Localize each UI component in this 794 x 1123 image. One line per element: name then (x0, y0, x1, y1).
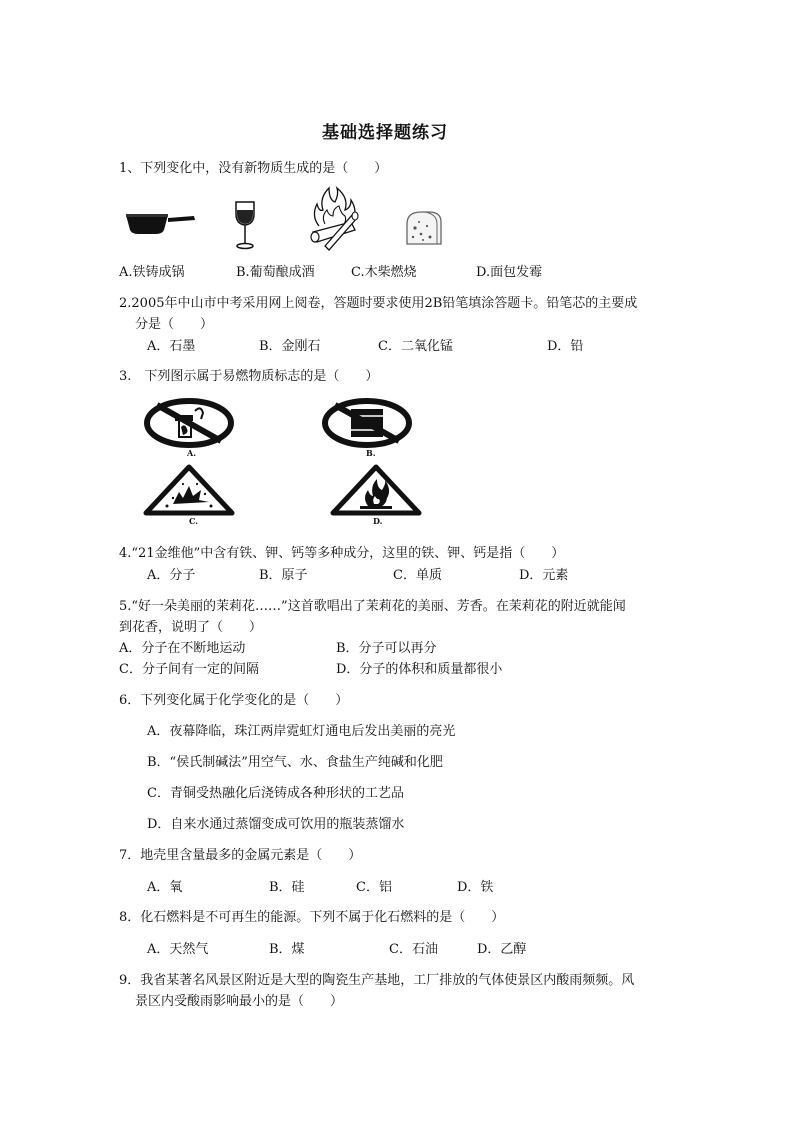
q8-option-d[interactable]: D．乙醇 (477, 942, 527, 957)
moldy-bread-icon (403, 210, 445, 248)
question-8-stem: 8．化石燃料是不可再生的能源。下列不属于化石燃料的是（ ） (119, 910, 505, 925)
q8-option-c[interactable]: C．石油 (389, 942, 438, 957)
no-fire-sign-icon (143, 397, 235, 449)
q6-option-d[interactable]: D．自来水通过蒸馏变成可饮用的瓶装蒸馏水 (147, 817, 405, 832)
q7-option-a[interactable]: A．氧 (147, 880, 183, 895)
q5-option-d[interactable]: D．分子的体积和质量都很小 (336, 662, 503, 677)
question-2-stem-cont: 分是（ ） (135, 317, 214, 332)
question-5-stem-cont: 到花香，说明了（ ） (119, 620, 263, 635)
q5-option-a[interactable]: A．分子在不断地运动 (119, 641, 246, 656)
q5-option-b[interactable]: B．分子可以再分 (336, 641, 437, 656)
q6-option-c[interactable]: C．青铜受热融化后浇铸成各种形状的工艺品 (147, 786, 404, 801)
q1-option-d[interactable]: D.面包发霉 (476, 265, 543, 280)
q2-option-a[interactable]: A．石墨 (147, 339, 196, 354)
q3-label-a[interactable]: A. (187, 448, 196, 458)
question-5-stem: 5.“好一朵美丽的茉莉花……”这首歌唱出了茉莉花的美丽、芳香。在茉莉花的附近就能闻 (119, 599, 626, 614)
q8-option-b[interactable]: B．煤 (269, 942, 305, 957)
q6-option-a[interactable]: A．夜幕降临，珠江两岸霓虹灯通电后发出美丽的亮光 (147, 724, 456, 739)
q3-label-c[interactable]: C. (189, 516, 199, 526)
q8-option-a[interactable]: A．天然气 (147, 942, 209, 957)
question-4-stem: 4.“21金维他”中含有铁、钾、钙等多种成分，这里的铁、钾、钙是指（ ） (119, 546, 565, 561)
question-7-stem: 7．地壳里含量最多的金属元素是（ ） (119, 848, 362, 863)
question-9-stem: 9．我省某著名风景区附近是大型的陶瓷生产基地，工厂排放的气体使景区内酸雨频频。风 (119, 973, 635, 988)
q7-option-d[interactable]: D．铁 (457, 880, 494, 895)
q4-option-b[interactable]: B．原子 (259, 568, 308, 583)
q4-option-c[interactable]: C．单质 (393, 568, 442, 583)
flammable-warning-icon (330, 464, 422, 516)
explosive-warning-icon (143, 464, 235, 516)
q3-label-d[interactable]: D. (373, 516, 383, 526)
q2-option-d[interactable]: D．铅 (547, 339, 584, 354)
q7-option-b[interactable]: B．硅 (269, 880, 305, 895)
q1-option-c[interactable]: C.木柴燃烧 (351, 265, 417, 280)
q1-option-a[interactable]: A.铁铸成锅 (119, 265, 185, 280)
question-2-stem: 2.2005年中山市中考采用网上阅卷，答题时要求使用2B铅笔填涂答题卡。铅笔芯的主要成 (119, 296, 638, 311)
question-1-stem: 1、下列变化中，没有新物质生成的是（ ） (119, 161, 388, 176)
q4-option-d[interactable]: D．元素 (519, 568, 569, 583)
q1-option-b[interactable]: B.葡萄酿成酒 (236, 265, 315, 280)
q7-option-c[interactable]: C．铝 (356, 880, 392, 895)
q6-option-b[interactable]: B．“侯氏制碱法”用空气、水、食盐生产纯碱和化肥 (147, 755, 443, 770)
page-title: 基础选择题练习 (322, 123, 448, 143)
question-9-stem-cont: 景区内受酸雨影响最小的是（ ） (135, 994, 344, 1009)
q2-option-b[interactable]: B．金刚石 (259, 339, 321, 354)
q2-option-c[interactable]: C．二氧化锰 (378, 339, 453, 354)
pot-icon (124, 212, 198, 236)
wine-glass-icon (232, 200, 258, 250)
burning-wood-icon (305, 186, 363, 252)
question-3-stem: 3. 下列图示属于易燃物质标志的是（ ） (119, 369, 379, 384)
q5-option-c[interactable]: C．分子间有一定的间隔 (119, 662, 259, 677)
q3-label-b[interactable]: B. (366, 448, 376, 458)
q4-option-a[interactable]: A．分子 (147, 568, 196, 583)
no-barrel-sign-icon (321, 397, 413, 449)
question-6-stem: 6．下列变化属于化学变化的是（ ） (119, 693, 349, 708)
